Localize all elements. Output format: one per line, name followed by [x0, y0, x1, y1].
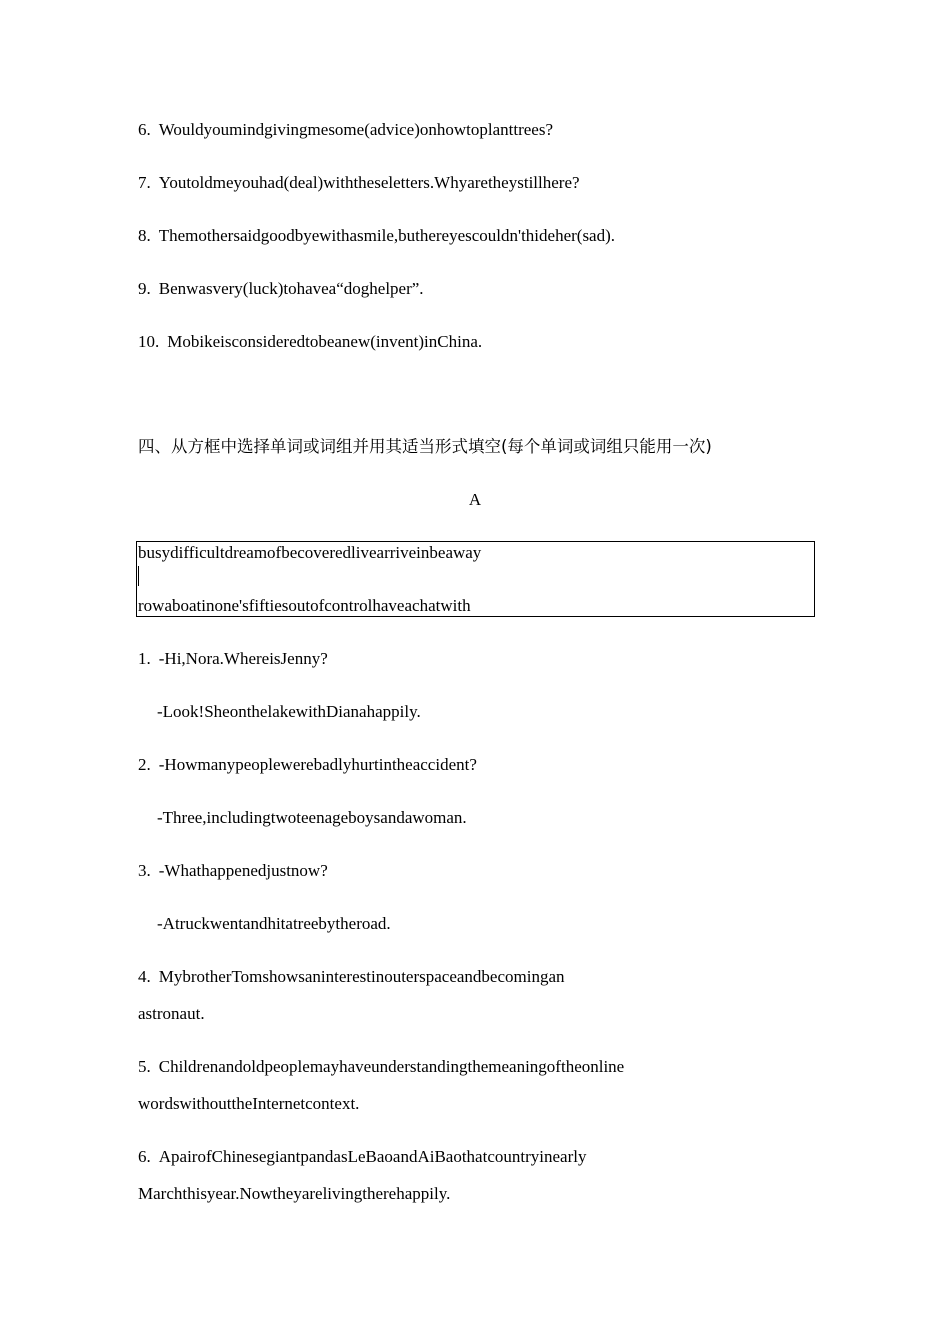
item-text: MybrotherTomshowsaninterestinouterspaceandbecomingan: [158, 967, 565, 986]
exercise-item: [138, 1146, 586, 1168]
text-cursor-mark: [138, 566, 139, 586]
section-heading: 四、从方框中选择单词或词组并用其适当形式填空(每个单词或词组只能用一次): [138, 437, 712, 456]
item-number: 10.: [138, 332, 160, 351]
item-number: 2.: [138, 755, 151, 774]
exercise-item: [138, 860, 328, 882]
answer-text: -Atruckwentandhitatreebytheroad.: [157, 914, 391, 933]
item-text: Mobikeisconsideredtobeanew(invent)inChina.: [167, 332, 483, 351]
exercise-item: [138, 278, 424, 300]
exercise-item: [138, 331, 482, 353]
exercise-item: [138, 225, 615, 247]
question-text: -Whathappenedjustnow?: [158, 861, 328, 880]
item-number: 5.: [138, 1057, 151, 1076]
item-number: 3.: [138, 861, 151, 880]
item-text: Benwasvery(luck)tohavea“doghelper”.: [158, 279, 424, 298]
word-box: [136, 541, 815, 617]
word-box-row: busydifficultdreamofbecoveredlivearriveinbeaway: [138, 543, 482, 562]
item-number: 9.: [138, 279, 151, 298]
item-text: Wouldyoumindgivingmesome(advice)onhowtoplanttrees?: [158, 120, 554, 139]
item-text-continued: astronaut.: [138, 1004, 205, 1023]
question-text: -Howmanypeoplewerebadlyhurtintheaccident?: [158, 755, 477, 774]
exercise-item: [138, 966, 565, 988]
item-number: 7.: [138, 173, 151, 192]
item-text: Youtoldmeyouhad(deal)withtheseletters.Whyaretheystillhere?: [158, 173, 580, 192]
exercise-item: [138, 119, 553, 141]
item-text: Childrenandoldpeoplemayhaveunderstandingthemeaningoftheonline: [158, 1057, 625, 1076]
item-text: ApairofChinesegiantpandasLeBaoandAiBaothatcountryinearly: [158, 1147, 587, 1166]
section-label: A: [468, 490, 482, 509]
exercise-item: [138, 648, 328, 670]
item-number: 1.: [138, 649, 151, 668]
item-number: 4.: [138, 967, 151, 986]
item-number: 6.: [138, 120, 151, 139]
item-number: 8.: [138, 226, 151, 245]
item-text: Themothersaidgoodbyewithasmile,buthereyescouldn'thideher(sad).: [158, 226, 616, 245]
exercise-item: [138, 754, 477, 776]
item-text-continued: Marchthisyear.Nowtheyarelivingtherehappily.: [138, 1184, 451, 1203]
item-text-continued: wordswithouttheInternetcontext.: [138, 1094, 360, 1113]
exercise-item: [138, 172, 580, 194]
question-text: -Hi,Nora.WhereisJenny?: [158, 649, 328, 668]
item-number: 6.: [138, 1147, 151, 1166]
answer-text: -Look!SheonthelakewithDianahappily.: [157, 702, 421, 721]
word-box-row: rowaboatinone'sfiftiesoutofcontrolhaveachatwith: [138, 596, 471, 615]
exercise-item: [138, 1056, 624, 1078]
answer-text: -Three,includingtwoteenageboysandawoman.: [157, 808, 467, 827]
